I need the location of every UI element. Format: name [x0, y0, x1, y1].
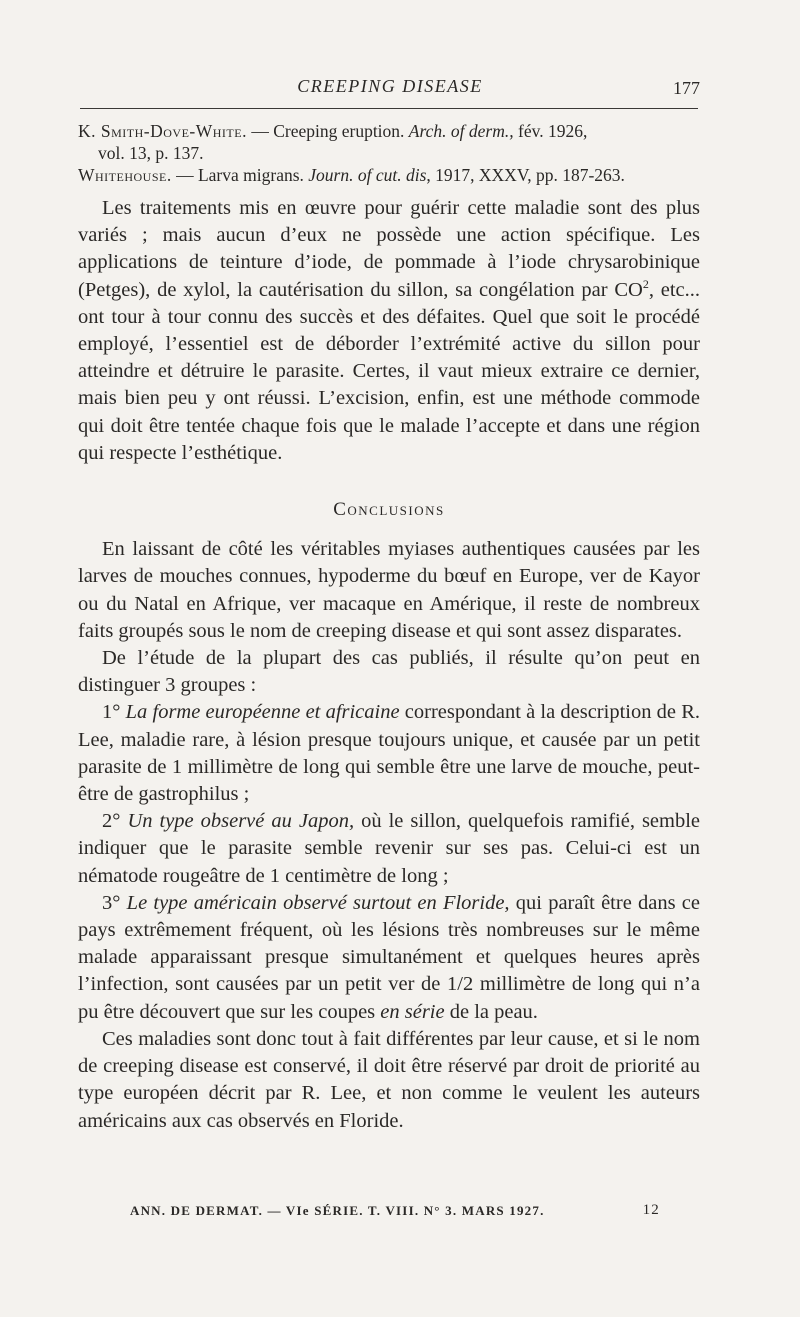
item-title: La forme européenne et africaine: [125, 701, 400, 724]
item-text: qui paraît être dans ce pays extrêmement fréquent, où les lésions très nombreuses sur le même malade apparaissant presque simultanément et quelques heures après l’infection, sont causées par un petit ver de 1/2 millimètre de long qui n’a pu être découvert que sur les coupes: [78, 891, 701, 1023]
reference-title: — Larva migrans.: [176, 165, 304, 185]
paragraph-groups: De l’étude de la plupart des cas publiés, il résulte qu’on peut en distinguer 3 groupes :: [78, 647, 700, 697]
reference-item: [78, 120, 700, 164]
list-item-3: [78, 890, 700, 1026]
item-text: correspondant à la description de R. Lee, maladie rare, à lésion presque toujours unique, et causée par un petit parasite de 1 millimètre de long qui semble être une larve de mouche, peut-être de gastrophilus ;: [78, 701, 700, 806]
reference-continuation: vol. 13, p. 137.: [98, 143, 204, 163]
item-number: 3°: [102, 891, 121, 914]
reference-journal: Arch. of derm.,: [408, 121, 514, 141]
list-item-1: [78, 699, 700, 808]
footer-journal-line: ANN. DE DERMAT. — VIe SÉRIE. T. VIII. N° 3. MARS 1927.: [130, 1203, 545, 1218]
running-title: CREEPING DISEASE: [297, 76, 483, 96]
item-title: Le type américain observé surtout en Floride,: [126, 891, 510, 914]
page-number: 177: [673, 78, 700, 98]
list-item-2: [78, 808, 700, 890]
paragraph-treatments: [78, 195, 700, 467]
body-text: [78, 195, 700, 1135]
paragraph-intro: En laissant de côté les véritables myiases authentiques causées par les larves de mouches connues, hypoderme du bœuf en Europe, ver de Kayor ou du Natal en Afrique, ver macaque en Amérique, il reste de nombreux faits groupés sous le nom de creeping disease et qui sont assez disparates.: [78, 538, 700, 642]
item-text-end: de la peau.: [449, 1000, 538, 1023]
reference-journal: Journ. of cut. dis: [308, 165, 427, 185]
page-header: [80, 74, 700, 100]
reference-list: [78, 120, 700, 186]
item-italic-end: en série: [380, 1000, 445, 1023]
item-title: Un type observé au Japon,: [127, 810, 355, 833]
reference-details: , 1917, XXXV, pp. 187-263.: [426, 165, 625, 185]
header-rule: [80, 108, 698, 109]
superscript: 2: [642, 276, 649, 291]
item-number: 1°: [102, 701, 121, 724]
reference-title: — Creeping eruption.: [251, 121, 405, 141]
reference-date: fév. 1926,: [518, 121, 588, 141]
item-text: où le sillon, quelquefois ramifié, semble indiquer que le parasite semble revenir sur ses pas. Celui-ci est un nématode rougeâtre de 1 centimètre de long ;: [78, 810, 701, 887]
signature-mark: 12: [642, 1202, 660, 1218]
treatments-text-1: Les traitements mis en œuvre pour guérir cette maladie sont des plus variés ; mais aucun d’eux ne possède une action spécifique. Les applications de teinture d’iode, de pommade à l’iode chrysarobinique (Petges), de xylol, la cautérisation du sillon, sa congélation par CO: [78, 197, 700, 301]
reference-author: K. Smith-Dove-White.: [78, 121, 247, 141]
reference-item: [78, 164, 700, 186]
item-number: 2°: [102, 810, 121, 833]
treatments-text-2: , etc... ont tour à tour connu des succès et des défaites. Quel que soit le procédé employé, l’essentiel est de déborder l’extrémité active du sillon pour atteindre et détruire le parasite. Certes, il vaut mieux extraire ce dernier, mais bien peu y ont réussi. L’excision, enfin, est une méthode commode qui doit être tentée chaque fois que le malade l’accepte et dans une région qui respecte l’esthétique.: [78, 278, 700, 464]
section-heading-conclusions: Conclusions: [333, 499, 445, 521]
reference-author: Whitehouse.: [78, 165, 172, 185]
page-footer: [130, 1203, 660, 1219]
paragraph-final: Ces maladies sont donc tout à fait différentes par leur cause, et si le nom de creeping disease est conservé, il doit être réservé par droit de priorité au type européen décrit par R. Lee, et non comme le veulent les auteurs américains aux cas observés en Floride.: [78, 1027, 700, 1132]
